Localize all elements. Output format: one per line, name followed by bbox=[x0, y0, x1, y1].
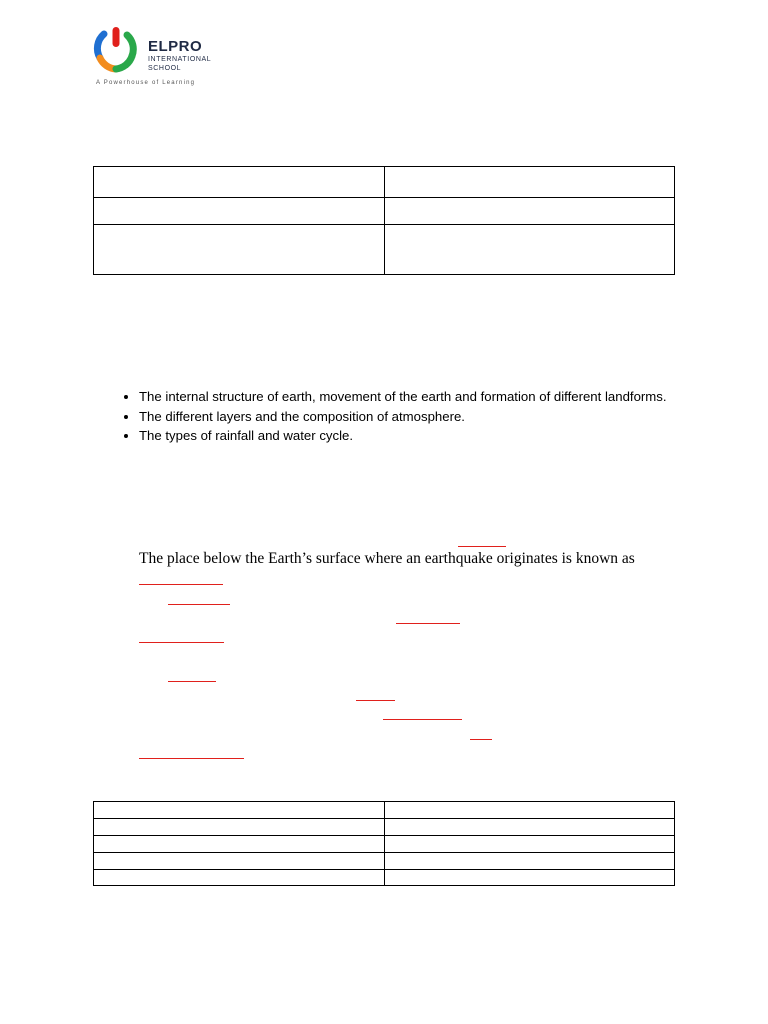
table-cell[interactable] bbox=[385, 225, 675, 275]
table-cell[interactable] bbox=[385, 802, 675, 819]
list-item: • The internal structure of earth, movement of the earth and formation of different landforms. bbox=[139, 387, 699, 407]
answer-blank[interactable] bbox=[383, 719, 462, 720]
table-cell[interactable] bbox=[94, 870, 385, 886]
answer-blank[interactable] bbox=[139, 642, 224, 643]
table-cell[interactable] bbox=[94, 836, 385, 853]
table-row bbox=[94, 819, 675, 836]
logo-name: ELPRO bbox=[148, 38, 203, 55]
answer-blank[interactable] bbox=[470, 739, 492, 740]
student-info-table bbox=[93, 166, 675, 275]
power-button-logo-icon bbox=[92, 26, 140, 74]
table-row bbox=[94, 198, 675, 225]
table-row bbox=[94, 836, 675, 853]
table-cell[interactable] bbox=[94, 198, 385, 225]
table-cell[interactable] bbox=[94, 225, 385, 275]
table-cell[interactable] bbox=[94, 167, 385, 198]
answer-table bbox=[93, 801, 675, 886]
logo-subtitle-2: SCHOOL bbox=[148, 65, 182, 72]
answer-blank[interactable] bbox=[168, 681, 216, 682]
table-cell[interactable] bbox=[385, 819, 675, 836]
table-cell[interactable] bbox=[94, 853, 385, 870]
table-row bbox=[94, 167, 675, 198]
list-item: • The different layers and the composition of atmosphere. bbox=[139, 407, 699, 427]
logo-tagline: A Powerhouse of Learning bbox=[96, 80, 196, 86]
list-item: • The types of rainfall and water cycle. bbox=[139, 426, 699, 446]
table-cell[interactable] bbox=[385, 870, 675, 886]
table-cell[interactable] bbox=[385, 853, 675, 870]
table-row bbox=[94, 853, 675, 870]
answer-blank[interactable] bbox=[396, 623, 460, 624]
objectives-list bbox=[115, 387, 699, 446]
answer-blank[interactable] bbox=[139, 758, 244, 759]
answer-blank[interactable] bbox=[168, 604, 230, 605]
table-cell[interactable] bbox=[94, 802, 385, 819]
answer-blank[interactable] bbox=[356, 700, 395, 701]
answer-blank[interactable] bbox=[458, 546, 506, 547]
answer-blank[interactable] bbox=[139, 584, 223, 585]
school-logo bbox=[92, 26, 222, 90]
logo-subtitle-1: INTERNATIONAL bbox=[148, 56, 212, 63]
table-row bbox=[94, 870, 675, 886]
table-row bbox=[94, 225, 675, 275]
question-text: The place below the Earth’s surface where an earthquake originates is known as bbox=[139, 550, 635, 567]
table-cell[interactable] bbox=[94, 819, 385, 836]
table-row bbox=[94, 802, 675, 819]
table-cell[interactable] bbox=[385, 198, 675, 225]
table-cell[interactable] bbox=[385, 836, 675, 853]
table-cell[interactable] bbox=[385, 167, 675, 198]
